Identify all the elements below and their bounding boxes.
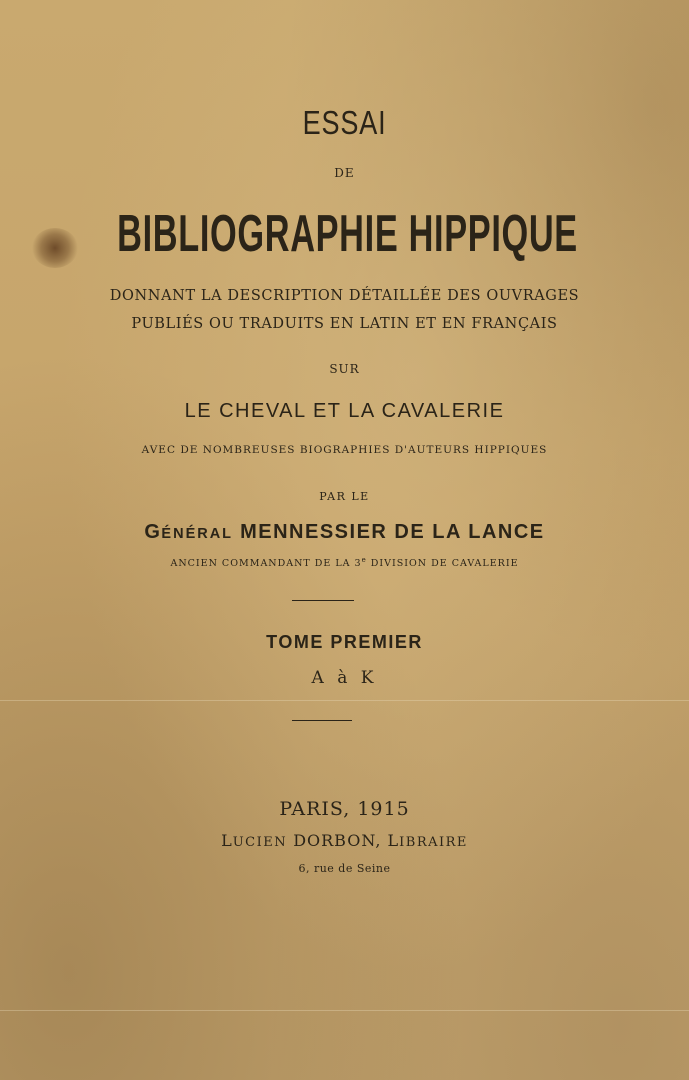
- author-line: [0, 521, 689, 544]
- publisher-first-initial: L: [221, 831, 233, 850]
- paper-crease: [0, 1010, 689, 1011]
- title-word-de: DE: [334, 166, 355, 180]
- biographies-line: AVEC DE NOMBREUSES BIOGRAPHIES D'AUTEURS HIPPIQUES: [141, 444, 548, 456]
- author-position-sup: e: [361, 556, 367, 564]
- paper-crease: [0, 700, 689, 701]
- author-rank-initial: G: [144, 521, 162, 543]
- publisher-role-rest: IBRAIRE: [399, 835, 468, 850]
- divider-rule-bottom: [292, 720, 352, 721]
- author-position-before: ANCIEN COMMANDANT DE LA 3: [170, 558, 362, 570]
- author-position-after: DIVISION DE CAVALERIE: [366, 558, 519, 570]
- divider-rule-top: [292, 600, 354, 601]
- subtitle-line-1: DONNANT LA DESCRIPTION DÉTAILLÉE DES OUVRAGES: [109, 288, 580, 304]
- author-name: MENNESSIER DE LA LANCE: [240, 521, 545, 543]
- subtitle-line-2: PUBLIÉS OU TRADUITS EN LATIN ET EN FRANÇAIS: [131, 316, 558, 332]
- volume-label: TOME PREMIER: [266, 632, 423, 652]
- volume-range: A à K: [311, 668, 378, 688]
- imprint-city-year: PARIS, 1915: [279, 798, 410, 820]
- publisher-first-rest: UCIEN: [232, 835, 288, 850]
- publisher-name: DORBON: [293, 831, 376, 850]
- subject-line: LE CHEVAL ET LA CAVALERIE: [184, 400, 505, 422]
- main-title: BIBLIOGRAPHIE HIPPIQUE: [117, 205, 578, 263]
- title-word-essai: ESSAI: [302, 104, 387, 141]
- imprint-address: 6, rue de Seine: [298, 862, 391, 875]
- author-rank-rest: ÉNÉRAL: [161, 526, 234, 542]
- paper-stain: [32, 228, 78, 268]
- publisher-role-initial: L: [387, 831, 400, 850]
- par-le: PAR LE: [319, 490, 370, 503]
- word-sur: SUR: [329, 362, 360, 376]
- author-position: [0, 556, 689, 569]
- imprint-publisher: LUCIEN DORBON, LIBRAIRE: [221, 831, 468, 850]
